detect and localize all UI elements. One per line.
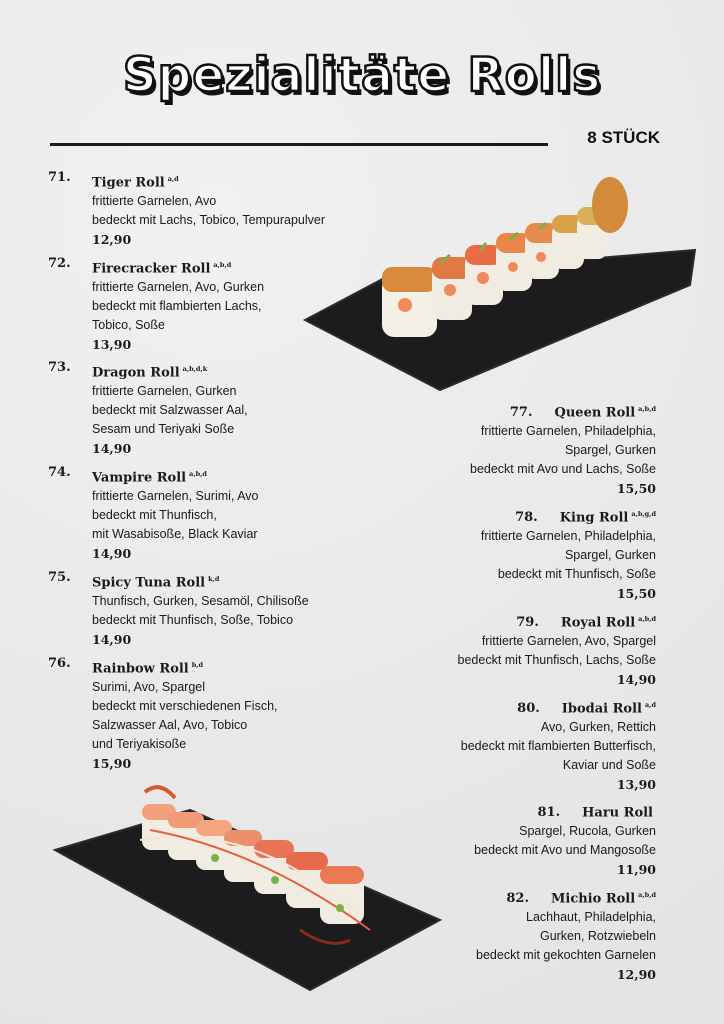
- item-name: Spicy Tuna Roll: [92, 575, 206, 591]
- item-description: bedeckt mit verschiedenen Fisch,: [92, 699, 278, 714]
- item-description: Gurken, Rotzwiebeln: [539, 929, 656, 944]
- item-description: bedeckt mit Thunfisch,: [92, 508, 217, 523]
- item-description: frittierte Garnelen, Gurken: [92, 384, 237, 399]
- page-title: Spezialitäte Rolls: [122, 48, 602, 103]
- sushi-photo-bottom: [50, 780, 445, 995]
- item-description: bedeckt mit flambierten Butterfisch,: [460, 739, 656, 754]
- item-allergens: a,b,d,k: [182, 365, 208, 373]
- item-description: bedeckt mit Salzwasser Aal,: [92, 403, 248, 418]
- item-name: King Roll: [559, 510, 629, 526]
- item-name: Tiger Roll: [92, 175, 165, 191]
- item-allergens: a,d: [167, 175, 179, 183]
- item-price: 11,90: [616, 862, 656, 878]
- piece-count-label: 8 STÜCK: [587, 128, 660, 147]
- item-number: 73.: [48, 360, 71, 375]
- title-divider: [50, 143, 548, 146]
- item-description: bedeckt mit Thunfisch, Soße, Tobico: [92, 613, 294, 628]
- item-number: 71.: [48, 170, 71, 185]
- item-price: 14,90: [616, 672, 656, 688]
- item-allergens: a,b,d: [638, 891, 656, 899]
- item-price: 13,90: [92, 337, 132, 353]
- item-description: frittierte Garnelen, Avo, Gurken: [92, 280, 265, 295]
- item-number: 78.: [515, 510, 538, 526]
- item-description: frittierte Garnelen, Surimi, Avo: [92, 489, 259, 504]
- item-allergens: a,b,g,d: [631, 510, 656, 518]
- item-description: bedeckt mit flambierten Lachs,: [92, 299, 262, 314]
- item-allergens: a,b,d: [213, 261, 232, 269]
- item-description: Surimi, Avo, Spargel: [92, 680, 206, 695]
- item-description: frittierte Garnelen, Philadelphia,: [480, 529, 656, 544]
- item-number: 74.: [48, 465, 71, 480]
- item-price: 12,90: [92, 232, 132, 248]
- item-name: Haru Roll: [582, 805, 653, 821]
- item-allergens: a,b,d: [189, 470, 207, 478]
- item-allergens: k,d: [208, 575, 220, 583]
- item-description: mit Wasabisoße, Black Kaviar: [92, 527, 258, 542]
- item-description: Salzwasser Aal, Avo, Tobico: [92, 718, 248, 733]
- item-number: 75.: [48, 570, 71, 585]
- item-description: Spargel, Rucola, Gurken: [519, 824, 656, 839]
- item-description: frittierte Garnelen, Avo: [92, 194, 217, 209]
- item-allergens: b,d: [191, 661, 204, 669]
- item-number: 79.: [516, 615, 539, 631]
- item-description: Sesam und Teriyaki Soße: [92, 422, 235, 437]
- item-name: Michio Roll: [550, 891, 636, 907]
- item-description: bedeckt mit Avo und Lachs, Soße: [470, 462, 656, 477]
- item-number: 72.: [48, 256, 71, 271]
- item-name: Dragon Roll: [92, 365, 180, 381]
- item-description: Thunfisch, Gurken, Sesamöl, Chilisoße: [92, 594, 309, 609]
- item-allergens: a,d: [644, 701, 656, 709]
- item-price: 14,90: [92, 441, 132, 457]
- item-number: 82.: [506, 891, 529, 907]
- item-name: Royal Roll: [560, 615, 636, 631]
- item-name: Firecracker Roll: [92, 261, 211, 277]
- item-description: Spargel, Gurken: [564, 548, 656, 563]
- item-price: 14,90: [92, 632, 132, 648]
- item-allergens: a,b,d: [638, 405, 656, 413]
- item-price: 15,90: [92, 756, 132, 772]
- item-price: 15,50: [616, 586, 656, 602]
- item-number: 76.: [48, 656, 71, 671]
- item-description: bedeckt mit Thunfisch, Lachs, Soße: [457, 653, 656, 668]
- item-description: Lachhaut, Philadelphia,: [526, 910, 656, 925]
- item-price: 12,90: [616, 967, 656, 983]
- item-price: 13,90: [616, 777, 656, 793]
- item-description: Spargel, Gurken: [564, 443, 656, 458]
- item-number: 77.: [509, 405, 533, 421]
- sushi-photo-top: [300, 175, 700, 395]
- item-description: bedeckt mit Lachs, Tobico, Tempurapulver: [92, 213, 325, 228]
- item-name: Vampire Roll: [92, 470, 187, 486]
- item-description: Kaviar und Soße: [562, 758, 656, 773]
- item-allergens: a,b,d: [638, 615, 656, 623]
- item-name: Queen Roll: [554, 405, 636, 421]
- item-description: und Teriyakisoße: [92, 737, 187, 752]
- item-description: bedeckt mit gekochten Garnelen: [476, 948, 656, 963]
- item-name: Rainbow Roll: [92, 661, 189, 677]
- item-number: 81.: [537, 805, 561, 821]
- item-description: frittierte Garnelen, Avo, Spargel: [481, 634, 656, 649]
- item-name: Ibodai Roll: [561, 701, 642, 717]
- item-description: Tobico, Soße: [92, 318, 165, 333]
- item-description: bedeckt mit Avo und Mangosoße: [474, 843, 656, 858]
- item-description: frittierte Garnelen, Philadelphia,: [480, 424, 656, 439]
- item-description: bedeckt mit Thunfisch, Soße: [497, 567, 656, 582]
- item-price: 14,90: [92, 546, 132, 562]
- item-price: 15,50: [616, 481, 656, 497]
- item-description: Avo, Gurken, Rettich: [540, 720, 656, 735]
- item-number: 80.: [517, 701, 540, 717]
